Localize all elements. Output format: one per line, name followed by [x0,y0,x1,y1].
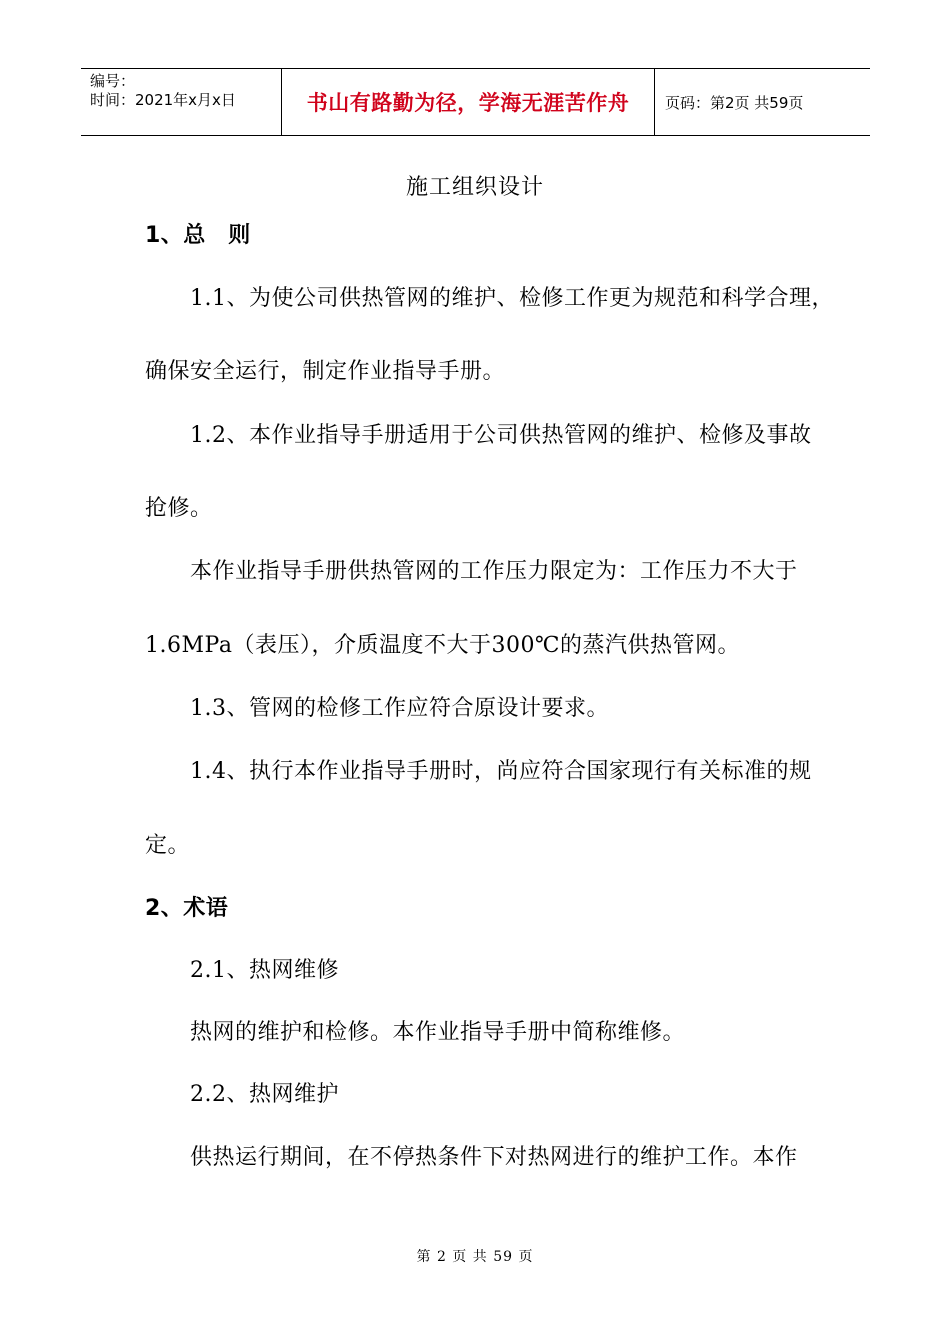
paragraph-line: 1.4、执行本作业指导手册时，尚应符合国家现行有关标准的规 [190,759,812,784]
section-heading-2: 2、术语 [145,896,229,921]
paragraph-line: 热网的维护和检修。本作业指导手册中简称维修。 [190,1020,686,1045]
paragraph-line: 定。 [145,833,191,858]
paragraph-line: 1.1、为使公司供热管网的维护、检修工作更为规范和科学合理， [190,286,834,311]
paragraph-line: 2.2、热网维护 [190,1082,339,1107]
header-table [81,68,870,136]
paragraph-line: 本作业指导手册供热管网的工作压力限定为：工作压力不大于 [190,559,798,584]
paragraph-line: 2.1、热网维修 [190,958,339,983]
paragraph-line: 确保安全运行，制定作业指导手册。 [145,359,506,384]
header-meta-cell [81,69,282,135]
paragraph-line: 1.2、本作业指导手册适用于公司供热管网的维护、检修及事故 [190,423,812,448]
number-label: 编号： [90,72,136,90]
header-page-info: 页码：第2页 共59页 [665,93,804,112]
date-label: 时间：2021年x月x日 [90,91,236,109]
page-footer: 第 2 页 共 59 页 [416,1249,534,1265]
header-motto: 书山有路勤为径，学海无涯苦作舟 [282,69,655,135]
paragraph-line: 1.6MPa（表压），介质温度不大于300℃的蒸汽供热管网。 [145,633,741,658]
document-title: 施工组织设计 [405,175,544,200]
section-heading-1: 1、总 则 [145,223,251,248]
paragraph-line: 1.3、管网的检修工作应符合原设计要求。 [190,696,609,721]
paragraph-line: 抢修。 [145,496,213,521]
paragraph-line: 供热运行期间，在不停热条件下对热网进行的维护工作。本作 [190,1145,798,1170]
